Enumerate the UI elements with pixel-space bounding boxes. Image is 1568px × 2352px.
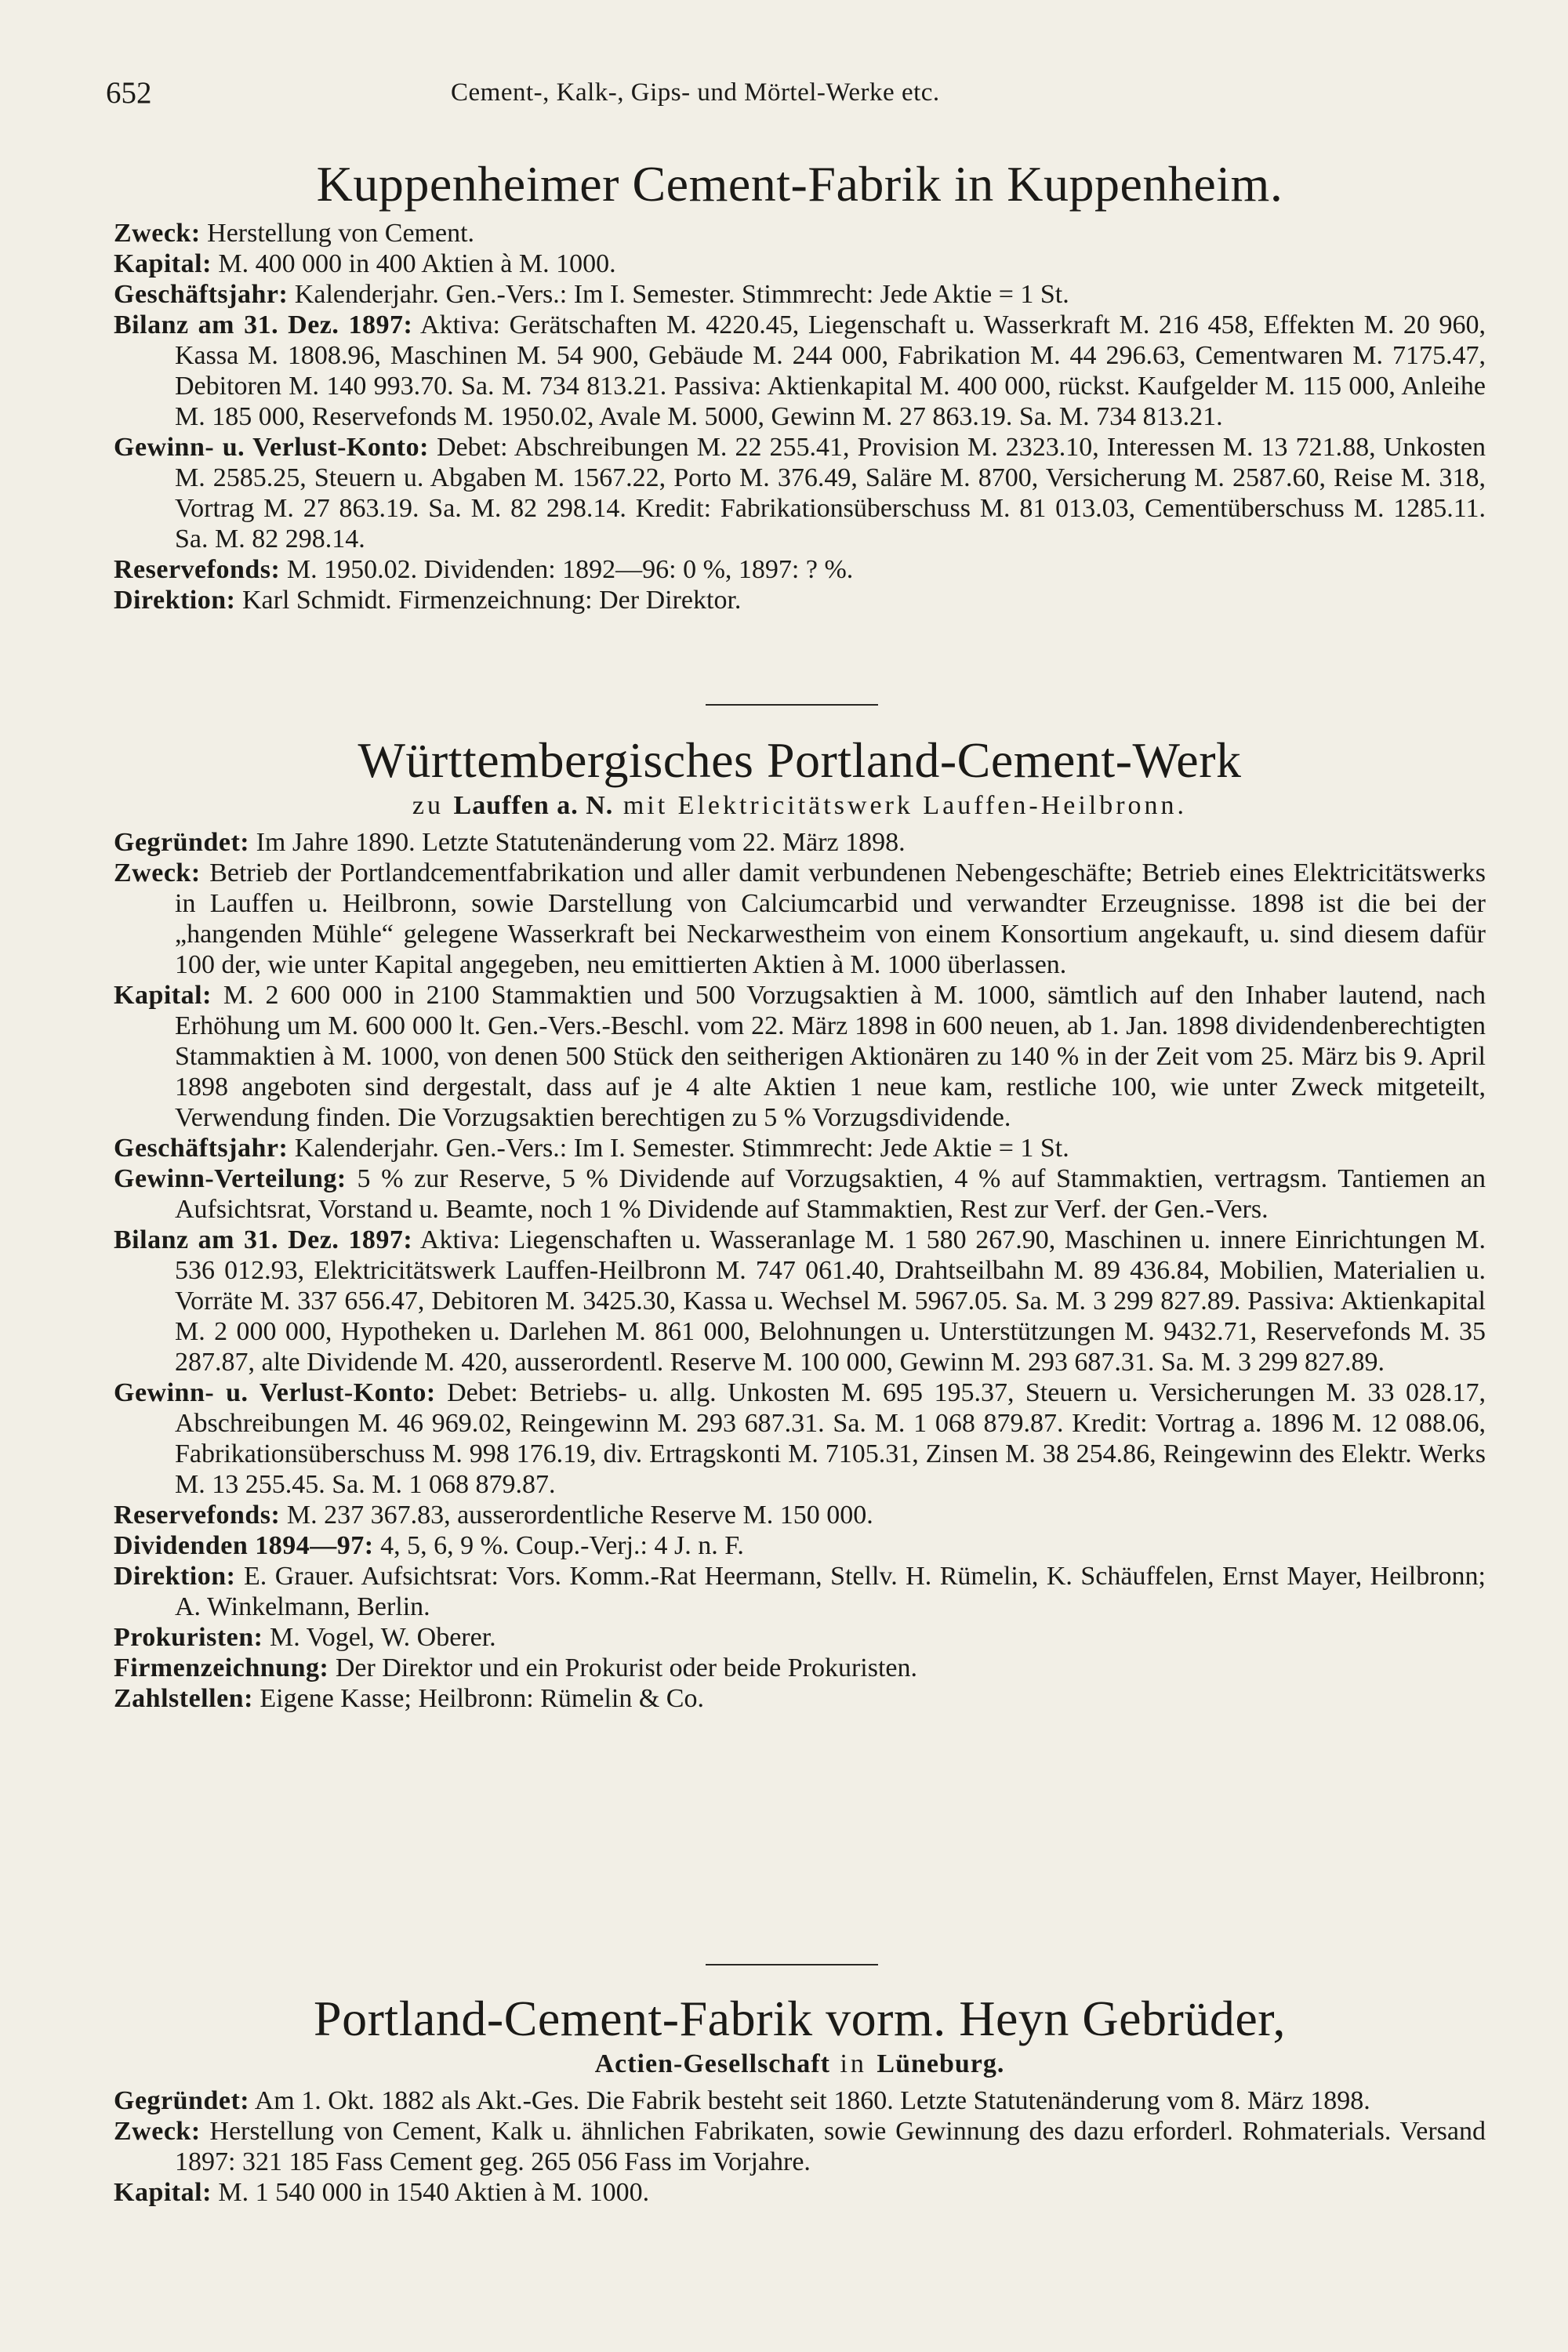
entry-text: E. Grauer. Aufsichtsrat: Vors. Komm.-Rat Heermann, Stellv. H. Rümelin, K. Schäuffelen, Ernst Mayer, Heilbronn; A. Winkelmann, Berlin.: [175, 1562, 1486, 1622]
entry-zahlstellen: [114, 1683, 1486, 1714]
entry-text: M. Vogel, W. Oberer.: [269, 1623, 496, 1653]
company-entries: [114, 2085, 1486, 2208]
entry-label: Reservefonds:: [114, 1501, 281, 1530]
entry-zweck: [114, 218, 1486, 249]
entry-reservefonds: [114, 554, 1486, 585]
entry-prokuristen: [114, 1622, 1486, 1653]
entry-geschaeftsjahr: [114, 279, 1486, 310]
entry-label: Reservefonds:: [114, 555, 281, 585]
running-title: Cement-, Kalk-, Gips- und Mörtel-Werke etc.: [451, 78, 940, 107]
entry-label: Gewinn- u. Verlust-Konto:: [114, 433, 429, 463]
entry-text: Herstellung von Cement.: [207, 219, 475, 249]
entry-direktion: [114, 585, 1486, 615]
entry-reservefonds: [114, 1500, 1486, 1530]
entry-label: Kapital:: [114, 249, 212, 279]
entry-label: Geschäftsjahr:: [114, 1134, 289, 1163]
entry-text: M. 1 540 000 in 1540 Aktien à M. 1000.: [218, 2178, 650, 2208]
subtitle-post: mit Elektricitätswerk Lauffen-Heilbronn.: [622, 791, 1188, 821]
entry-text: M. 1950.02. Dividenden: 1892—96: 0 %, 1897: ? %.: [286, 555, 854, 585]
page-header: [106, 75, 1486, 114]
company-kuppenheimer: [114, 157, 1486, 615]
entry-text: Debet: Abschreibungen M. 22 255.41, Provision M. 2323.10, Interessen M. 13 721.88, Unkosten M. 2585.25, Steuern u. Abgaben M. 1567.22, Porto M. 376.49, Saläre M. 8700, Versicherung M. 2587.60, Reise M. 318, Vortrag M. 27 863.19. Sa. M. 82 298.14. Kredit: Fabrikationsüberschuss M. 81 013.03, Cementüberschuss M. 1285.11. Sa. M. 82 298.14.: [175, 433, 1486, 554]
entry-text: M. 2 600 000 in 2100 Stammaktien und 500 Vorzugsaktien à M. 1000, sämtlich auf den Inhaber lautend, nach Erhöhung um M. 600 000 lt. Gen.-Vers.-Beschl. vom 22. März 1898 in 600 neuen, ab 1. Jan. 1898 dividendenberechtigten Stammaktien à M. 1000, von denen 500 Stück den seitherigen Aktionären zu 140 % in der Zeit vom 25. März bis 9. April 1898 angeboten sind dergestalt, dass auf je 4 alte Aktien 1 neue kam, restliche 100, wie unter Zweck mitgeteilt, Verwendung finden. Die Vorzugsaktien berechtigen zu 5 % Vorzugsdividende.: [175, 981, 1486, 1133]
entry-firmenzeichnung: [114, 1653, 1486, 1683]
entry-text: Im Jahre 1890. Letzte Statutenänderung vom 22. März 1898.: [256, 828, 906, 858]
page-number: 652: [106, 76, 152, 110]
subtitle-pre: zu: [412, 791, 445, 821]
company-heyn-gebrueder: [114, 1991, 1486, 2208]
entry-direktion: [114, 1561, 1486, 1622]
company-subtitle: [114, 2049, 1486, 2079]
entry-geschaeftsjahr: [114, 1133, 1486, 1163]
entry-text: Aktiva: Liegenschaften u. Wasseranlage M. 1 580 267.90, Maschinen u. innere Einrichtungen M. 536 012.93, Elektricitätswerk Lauffen-Heilbronn M. 747 061.40, Drahtseilbahn M. 89 436.84, Mobilien, Materialien u. Vorräte M. 337 656.47, Debitoren M. 3425.30, Kassa u. Wechsel M. 5967.05. Sa. M. 3 299 827.89. Passiva: Aktienkapital M. 2 000 000, Hypotheken u. Darlehen M. 861 000, Belohnungen u. Unterstützungen M. 9432.71, Reservefonds M. 35 287.87, alte Dividende M. 420, ausserordentl. Reserve M. 100 000, Gewinn M. 293 687.31. Sa. M. 3 299 827.89.: [175, 1225, 1486, 1377]
company-title: Württembergisches Portland-Cement-Werk: [358, 732, 1242, 788]
entry-zweck: [114, 858, 1486, 980]
entry-label: Dividenden 1894—97:: [114, 1531, 374, 1561]
entry-gewinn-verlust: [114, 1377, 1486, 1500]
subtitle-location: Lüneburg.: [877, 2049, 1005, 2079]
entry-label: Zweck:: [114, 2117, 201, 2147]
entry-label: Gegründet:: [114, 828, 250, 858]
entry-text: Herstellung von Cement, Kalk u. ähnlichen Fabrikaten, sowie Gewinnung des dazu erforderl. Rohmaterials. Versand 1897: 321 185 Fass Cement geg. 265 056 Fass im Vorjahre.: [175, 2117, 1486, 2177]
entry-label: Direktion:: [114, 586, 236, 615]
subtitle-mid: in: [840, 2049, 867, 2079]
entry-label: Kapital:: [114, 981, 212, 1011]
entry-gewinn-verlust: [114, 432, 1486, 554]
entry-gegruendet: [114, 2085, 1486, 2116]
entry-gegruendet: [114, 827, 1486, 858]
company-title: Kuppenheimer Cement-Fabrik in Kuppenheim.: [316, 156, 1283, 212]
section-divider: [706, 704, 878, 706]
entry-text: Eigene Kasse; Heilbronn: Rümelin & Co.: [260, 1684, 704, 1714]
entry-text: Am 1. Okt. 1882 als Akt.-Ges. Die Fabrik besteht seit 1860. Letzte Statutenänderung vom 8. März 1898.: [254, 2086, 1370, 2116]
entry-kapital: [114, 249, 1486, 279]
entry-bilanz: [114, 1225, 1486, 1377]
entry-kapital: [114, 980, 1486, 1133]
subtitle-company-form: Actien-Gesellschaft: [594, 2049, 830, 2079]
entry-label: Kapital:: [114, 2178, 212, 2208]
entry-label: Geschäftsjahr:: [114, 280, 289, 310]
entry-kapital: [114, 2177, 1486, 2208]
entry-text: Betrieb der Portlandcementfabrikation und aller damit verbundenen Nebengeschäfte; Betrieb eines Elektricitätswerks in Lauffen u. Heilbronn, sowie Darstellung von Calciumcarbid und verwandter Erzeugnisse. 1898 ist die bei der „hangenden Mühle“ gelegene Wasserkraft bei Neckarwestheim von einem Konsortium angekauft, u. sind diesem dafür 100 der, wie unter Kapital angegeben, neu emittierten Aktien à M. 1000 überlassen.: [175, 858, 1486, 980]
company-subtitle: [114, 791, 1486, 821]
entry-label: Gegründet:: [114, 2086, 250, 2116]
entry-zweck: [114, 2116, 1486, 2177]
entry-label: Gewinn-Verteilung:: [114, 1164, 347, 1194]
entry-label: Firmenzeichnung:: [114, 1653, 329, 1683]
entry-label: Direktion:: [114, 1562, 236, 1592]
company-entries: [114, 218, 1486, 615]
entry-dividenden: [114, 1530, 1486, 1561]
entry-label: Zweck:: [114, 219, 201, 249]
entry-text: Der Direktor und ein Prokurist oder beide Prokuristen.: [335, 1653, 917, 1683]
section-divider: [706, 1964, 878, 1965]
entry-text: Aktiva: Gerätschaften M. 4220.45, Liegenschaft u. Wasserkraft M. 216 458, Effekten M. 20 960, Kassa M. 1808.96, Maschinen M. 54 900, Gebäude M. 244 000, Fabrikation M. 44 296.63, Cementwaren M. 7175.47, Debitoren M. 140 993.70. Sa. M. 734 813.21. Passiva: Aktienkapital M. 400 000, rückst. Kaufgelder M. 115 000, Anleihe M. 185 000, Reservefonds M. 1950.02, Avale M. 5000, Gewinn M. 27 863.19. Sa. M. 734 813.21.: [175, 310, 1486, 432]
entry-bilanz: [114, 310, 1486, 432]
entry-label: Bilanz am 31. Dez. 1897:: [114, 1225, 413, 1255]
entry-text: M. 400 000 in 400 Aktien à M. 1000.: [218, 249, 616, 279]
company-entries: [114, 827, 1486, 1714]
company-wuerttembergisches: [114, 733, 1486, 1714]
entry-text: 5 % zur Reserve, 5 % Dividende auf Vorzugsaktien, 4 % auf Stammaktien, vertragsm. Tantiemen an Aufsichtsrat, Vorstand u. Beamte, noch 1 % Dividende auf Stammaktien, Rest zur Verf. der Gen.-Vers.: [175, 1164, 1486, 1225]
entry-text: Karl Schmidt. Firmenzeichnung: Der Direktor.: [241, 586, 742, 615]
entry-label: Prokuristen:: [114, 1623, 263, 1653]
entry-text: Kalenderjahr. Gen.-Vers.: Im I. Semester. Stimmrecht: Jede Aktie = 1 St.: [294, 1134, 1069, 1163]
entry-label: Zahlstellen:: [114, 1684, 253, 1714]
subtitle-location: Lauffen a. N.: [453, 791, 614, 821]
entry-gewinn-verteilung: [114, 1163, 1486, 1225]
entry-text: 4, 5, 6, 9 %. Coup.-Verj.: 4 J. n. F.: [380, 1531, 744, 1561]
entry-text: M. 237 367.83, ausserordentliche Reserve M. 150 000.: [286, 1501, 873, 1530]
entry-label: Bilanz am 31. Dez. 1897:: [114, 310, 413, 340]
entry-label: Gewinn- u. Verlust-Konto:: [114, 1378, 436, 1408]
entry-text: Kalenderjahr. Gen.-Vers.: Im I. Semester. Stimmrecht: Jede Aktie = 1 St.: [294, 280, 1069, 310]
entry-text: Debet: Betriebs- u. allg. Unkosten M. 695 195.37, Steuern u. Versicherungen M. 33 028.17, Abschreibungen M. 46 969.02, Reingewinn M. 293 687.31. Sa. M. 1 068 879.87. Kredit: Vortrag a. 1896 M. 12 088.06, Fabrikationsüberschuss M. 998 176.19, div. Ertragskonti M. 7105.31, Zinsen M. 38 254.86, Reingewinn des Elektr. Werks M. 13 255.45. Sa. M. 1 068 879.87.: [175, 1378, 1486, 1500]
company-title: Portland-Cement-Fabrik vorm. Heyn Gebrüder,: [314, 1991, 1286, 2046]
entry-label: Zweck:: [114, 858, 201, 888]
